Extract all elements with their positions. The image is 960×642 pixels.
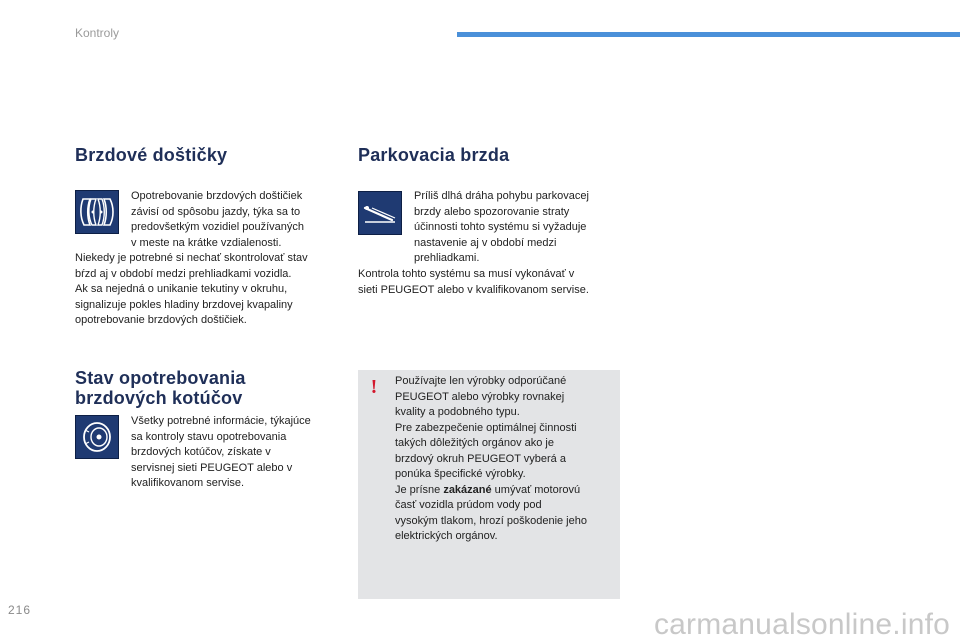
text-fragment: umývať motorovú — [491, 483, 581, 496]
text-line: brzdových kotúčov, získate v — [131, 446, 271, 458]
parking-brake-intro — [414, 189, 624, 267]
text-line: Príliš dlhá dráha pohybu parkovacej — [414, 190, 589, 202]
brake-pads-icon — [75, 190, 119, 234]
brake-disc-icon — [75, 415, 119, 459]
parking-brake-lever-icon — [358, 191, 402, 235]
text-line: Ak sa nejedná o unikanie tekutiny v okruhu, — [75, 283, 288, 295]
text-line: servisnej sieti PEUGEOT alebo v — [131, 461, 293, 474]
brake-pads-heading: Brzdové doštičky — [75, 145, 228, 165]
text-line: predovšetkým vozidiel používaných — [131, 221, 305, 233]
disc-wear-heading-line: brzdových kotúčov — [75, 388, 243, 408]
text-line: nastavenie aj v období medzi — [414, 236, 557, 249]
text-line: v meste na krátke vzdialenosti. — [131, 236, 282, 249]
text-line: časť vozidla prúdom vody pod — [395, 499, 542, 511]
warning-text — [395, 374, 617, 545]
text-line — [395, 483, 617, 499]
warning-exclamation-icon: ! — [370, 376, 378, 398]
text-line: kvality a podobného typu. — [395, 406, 520, 418]
text-line: Kontrola tohto systému sa musí vykonávať v — [358, 268, 575, 280]
text-line: sa kontroly stavu opotrebovania — [131, 430, 287, 443]
text-line: brzdy alebo spozorovanie straty — [414, 205, 570, 218]
disc-wear-heading — [75, 368, 246, 408]
text-line: Všetky potrebné informácie, týkajúce — [131, 415, 311, 427]
text-line: ponúka špecifické výrobky. — [395, 468, 526, 480]
text-line: opotrebovanie brzdových doštičiek. — [75, 314, 247, 326]
page-number: 216 — [8, 603, 32, 617]
section-title: Kontroly — [75, 26, 120, 40]
text-line: sieti PEUGEOT alebo v kvalifikovanom servise. — [358, 283, 589, 296]
text-line: Niekedy je potrebné si nechať skontrolovať stav — [75, 252, 308, 264]
text-line: závisí od spôsobu jazdy, týka sa to — [131, 205, 301, 218]
disc-wear-heading-line: Stav opotrebovania — [75, 368, 246, 388]
text-line: prehliadkami. — [414, 252, 480, 264]
text-line: Opotrebovanie brzdových doštičiek — [131, 190, 303, 202]
text-line: Používajte len výrobky odporúčané — [395, 375, 567, 387]
text-line: vysokým tlakom, hrozí poškodenie jeho — [395, 514, 587, 527]
brake-pads-body — [75, 251, 345, 329]
parking-brake-heading: Parkovacia brzda — [358, 145, 510, 165]
text-line: signalizuje pokles hladiny brzdovej kvapaliny — [75, 298, 293, 311]
text-line: PEUGEOT alebo výrobky rovnakej — [395, 390, 565, 403]
watermark: carmanualsonline.info — [653, 608, 950, 641]
parking-brake-body — [358, 267, 628, 298]
disc-wear-body — [131, 414, 341, 492]
text-line: účinnosti tohto systému si vyžaduje — [414, 221, 587, 233]
text-fragment: Je prísne — [395, 483, 444, 496]
text-line: kvalifikovanom servise. — [131, 477, 245, 489]
brake-pads-intro — [131, 189, 331, 251]
bold-word: zakázané — [443, 483, 492, 496]
text-line: brzdový okruh PEUGEOT vyberá a — [395, 452, 566, 465]
text-line: bŕzd aj v období medzi prehliadkami vozidla. — [75, 267, 292, 280]
text-line: takých dôležitých orgánov ako je — [395, 437, 554, 449]
text-line: Pre zabezpečenie optimálnej činnosti — [395, 421, 577, 434]
text-line: elektrických orgánov. — [395, 530, 498, 542]
header-accent-bar — [457, 32, 960, 37]
